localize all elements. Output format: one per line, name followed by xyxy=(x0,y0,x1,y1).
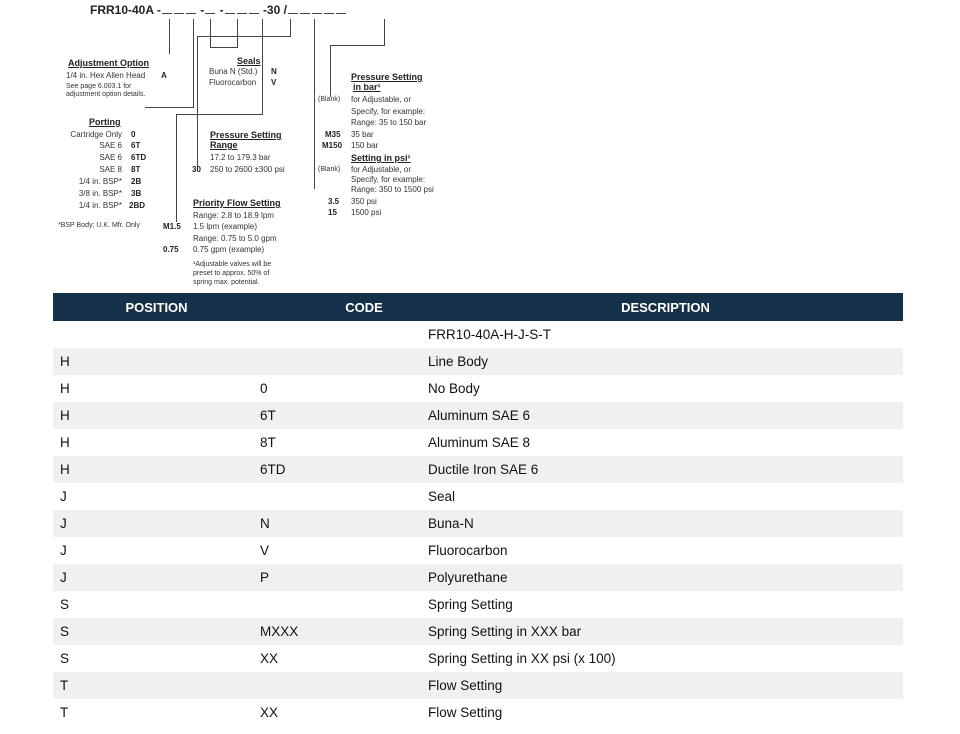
porting-label: Cartridge Only xyxy=(70,130,122,139)
priority-flow-title: Priority Flow Setting xyxy=(193,198,281,208)
adjustment-title: Adjustment Option xyxy=(68,58,149,68)
pressure-psi-value-1: 350 psi xyxy=(351,197,377,206)
code-cell: XX xyxy=(260,699,428,726)
description-cell: Flow Setting xyxy=(428,699,903,726)
pressure-psi-code-2: 15 xyxy=(328,208,337,217)
table-row xyxy=(53,321,903,348)
table-row xyxy=(53,348,903,375)
connector-line xyxy=(176,114,263,115)
pressure-range-code: 30 xyxy=(192,165,201,174)
code-cell: N xyxy=(260,510,428,537)
pressure-psi-desc-1: for Adjustable, or xyxy=(351,165,412,174)
code-header: CODE xyxy=(260,293,428,321)
porting-title: Porting xyxy=(89,117,121,127)
porting-label: 3/8 in. BSP* xyxy=(78,189,122,198)
connector-line xyxy=(210,19,211,47)
connector-line xyxy=(193,19,194,107)
position-cell: T xyxy=(53,699,260,726)
priority-flow-example-2: 0.75 gpm (example) xyxy=(193,245,265,254)
pressure-bar-desc-1: for Adjustable, or xyxy=(351,95,412,104)
table-body xyxy=(53,321,903,726)
table-row xyxy=(53,429,903,456)
connector-line xyxy=(145,107,194,108)
position-cell: S xyxy=(53,645,260,672)
porting-footnote: *BSP Body; U.K. Mfr. Only xyxy=(58,222,140,229)
pressure-bar-desc-2: Specify, for example: xyxy=(351,107,426,116)
description-cell: Spring Setting in XX psi (x 100) xyxy=(428,645,903,672)
table-row xyxy=(53,510,903,537)
connector-line xyxy=(330,45,385,46)
table-row xyxy=(53,618,903,645)
porting-code: 6T xyxy=(131,141,141,150)
table-header-row xyxy=(53,293,903,321)
position-cell: H xyxy=(53,348,260,375)
connector-line xyxy=(176,114,177,222)
porting-label: SAE 6 xyxy=(99,153,122,162)
priority-flow-example-1: 1.5 lpm (example) xyxy=(193,222,258,231)
pressure-psi-code-1: 3.5 xyxy=(328,197,340,206)
pressure-psi-value-2: 1500 psi xyxy=(351,208,382,217)
position-cell: S xyxy=(53,618,260,645)
seals-title: Seals xyxy=(237,56,261,66)
table-row xyxy=(53,537,903,564)
code-cell: XX xyxy=(260,645,428,672)
position-cell: T xyxy=(53,672,260,699)
priority-flow-code-2: 0.75 xyxy=(163,245,179,254)
adjustment-note-2: adjustment option details. xyxy=(66,91,146,98)
table-row xyxy=(53,591,903,618)
adjustment-code: A xyxy=(161,71,167,80)
description-cell: Spring Setting xyxy=(428,591,903,618)
priority-flow-note-1: ¹Adjustable valves will be xyxy=(193,261,272,268)
table-row xyxy=(53,699,903,726)
model-code-header xyxy=(90,4,347,15)
position-cell: J xyxy=(53,537,260,564)
pressure-psi-desc-2: Specify, for example: xyxy=(351,175,426,184)
table-row xyxy=(53,456,903,483)
code-cell: 0 xyxy=(260,375,428,402)
description-cell: Line Body xyxy=(428,348,903,375)
model-prefix: FRR10-40A - xyxy=(90,3,161,17)
model-dash-2: - xyxy=(219,3,224,17)
table-row xyxy=(53,564,903,591)
pressure-range-bar: 17.2 to 179.3 bar xyxy=(210,153,271,162)
position-cell: H xyxy=(53,375,260,402)
model-suffix: -30 / xyxy=(262,3,287,17)
ordering-code-table xyxy=(53,293,903,726)
connector-line xyxy=(290,19,291,37)
table-row xyxy=(53,483,903,510)
seal-label: Buna N (Std.) xyxy=(209,67,258,76)
priority-flow-note-2: preset to approx. 50% of xyxy=(193,270,270,277)
table-row xyxy=(53,375,903,402)
pressure-bar-value-2: 150 bar xyxy=(351,141,379,150)
porting-label: 1/4 in. BSP* xyxy=(78,177,122,186)
description-header: DESCRIPTION xyxy=(428,293,903,321)
description-cell: Spring Setting in XXX bar xyxy=(428,618,903,645)
pressure-range-title-1: Pressure Setting xyxy=(210,130,282,140)
connector-line xyxy=(330,45,331,97)
connector-line xyxy=(169,19,170,54)
pressure-bar-code-2: M150 xyxy=(322,141,343,150)
table-row xyxy=(53,402,903,429)
priority-flow-code-1: M1.5 xyxy=(163,222,181,231)
porting-code: 6TD xyxy=(131,153,147,162)
pressure-bar-code-1: M35 xyxy=(325,130,341,139)
code-cell: 6TD xyxy=(260,456,428,483)
code-cell: 6T xyxy=(260,402,428,429)
pressure-range-psi: 250 to 2600 ±300 psi xyxy=(210,165,285,174)
porting-code: 3B xyxy=(131,189,142,198)
porting-code: 0 xyxy=(131,130,136,139)
pressure-psi-desc-3: Range: 350 to 1500 psi xyxy=(351,185,434,194)
model-dash-1: - xyxy=(200,3,205,17)
position-cell: J xyxy=(53,510,260,537)
porting-label: 1/4 in. BSP* xyxy=(78,201,122,210)
connector-line xyxy=(384,19,385,45)
code-cell xyxy=(260,591,428,618)
code-cell xyxy=(260,483,428,510)
porting-label: SAE 6 xyxy=(99,141,122,150)
description-cell: Aluminum SAE 8 xyxy=(428,429,903,456)
description-cell: FRR10-40A-H-J-S-T xyxy=(428,321,903,348)
code-cell: P xyxy=(260,564,428,591)
description-cell: Aluminum SAE 6 xyxy=(428,402,903,429)
description-cell: Ductile Iron SAE 6 xyxy=(428,456,903,483)
table-row xyxy=(53,672,903,699)
position-cell: J xyxy=(53,564,260,591)
code-cell: V xyxy=(260,537,428,564)
porting-code: 2B xyxy=(131,177,142,186)
porting-code: 2BD xyxy=(129,201,146,210)
code-cell xyxy=(260,321,428,348)
ordering-code-diagram xyxy=(0,0,960,292)
pressure-bar-blank: (Blank) xyxy=(318,96,341,103)
connector-line xyxy=(314,19,315,189)
pressure-bar-title-1: Pressure Setting xyxy=(351,72,423,82)
description-cell: Flow Setting xyxy=(428,672,903,699)
code-cell xyxy=(260,672,428,699)
priority-flow-note-3: spring max. potential. xyxy=(193,279,260,286)
seal-label: Fluorocarbon xyxy=(209,78,257,87)
connector-line xyxy=(197,36,291,37)
pressure-bar-value-1: 35 bar xyxy=(351,130,374,139)
pressure-bar-title-2: in bar¹ xyxy=(353,82,381,92)
position-cell: H xyxy=(53,429,260,456)
pressure-psi-title: Setting in psi¹ xyxy=(351,153,411,163)
pressure-psi-blank: (Blank) xyxy=(318,166,341,173)
connector-line xyxy=(262,19,263,114)
description-cell: Polyurethane xyxy=(428,564,903,591)
code-cell: 8T xyxy=(260,429,428,456)
porting-label: SAE 8 xyxy=(99,165,122,174)
position-cell: H xyxy=(53,456,260,483)
position-cell: S xyxy=(53,591,260,618)
connector-line xyxy=(210,47,238,48)
seal-code: N xyxy=(271,67,277,76)
porting-code: 8T xyxy=(131,165,141,174)
priority-flow-range-2: Range: 0.75 to 5.0 gpm xyxy=(193,234,277,243)
adjustment-line: 1/4 in. Hex Allen Head xyxy=(66,71,146,80)
priority-flow-range-1: Range: 2.8 to 18.9 lpm xyxy=(193,211,274,220)
description-cell: Fluorocarbon xyxy=(428,537,903,564)
connector-line xyxy=(237,19,238,47)
position-cell xyxy=(53,321,260,348)
position-cell: J xyxy=(53,483,260,510)
position-header: POSITION xyxy=(53,293,260,321)
adjustment-note-1: See page 6.003.1 for xyxy=(66,83,132,90)
description-cell: Seal xyxy=(428,483,903,510)
pressure-range-title-2: Range xyxy=(210,140,238,150)
code-cell xyxy=(260,348,428,375)
connector-line xyxy=(197,36,198,170)
code-cell: MXXX xyxy=(260,618,428,645)
table-row xyxy=(53,645,903,672)
pressure-bar-desc-3: Range: 35 to 150 bar xyxy=(351,118,427,127)
description-cell: No Body xyxy=(428,375,903,402)
description-cell: Buna-N xyxy=(428,510,903,537)
seal-code: V xyxy=(271,78,277,87)
position-cell: H xyxy=(53,402,260,429)
